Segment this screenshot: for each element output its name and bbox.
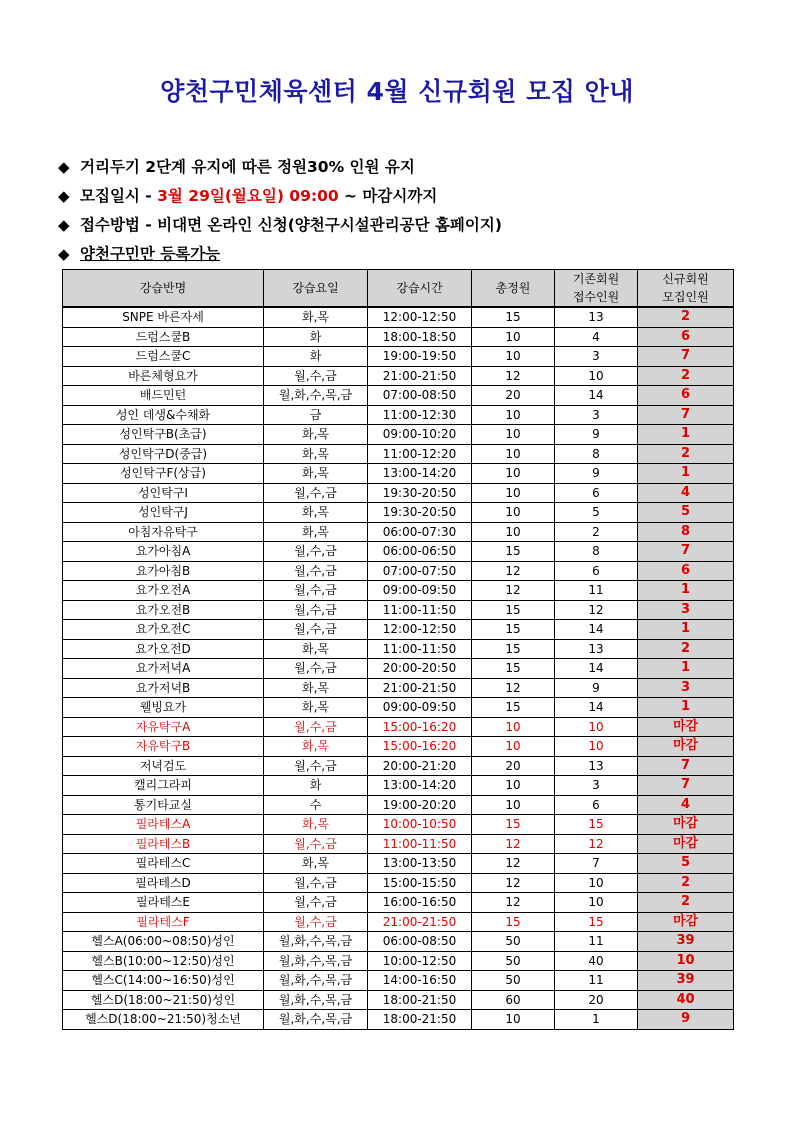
cell-recruit: 마감 — [638, 834, 734, 854]
cell-recruit: 1 — [638, 425, 734, 445]
cell-existing: 6 — [555, 483, 638, 503]
cell-days: 화,목 — [264, 425, 368, 445]
cell-class-name: 헬스D(18:00~21:50)성인 — [63, 990, 264, 1010]
notice-text: ~ 마감시까지 — [338, 187, 438, 205]
table-row — [63, 698, 734, 718]
cell-existing: 14 — [555, 386, 638, 406]
notice-text: 접수방법 - 비대면 온라인 신청(양천구시설관리공단 홈페이지) — [80, 216, 502, 234]
cell-days: 화 — [264, 776, 368, 796]
cell-class-name: 성인탁구I — [63, 483, 264, 503]
cell-time: 07:00-08:50 — [368, 386, 472, 406]
table-row — [63, 581, 734, 601]
diamond-bullet-icon: ◆ — [58, 216, 70, 234]
cell-days: 월,수,금 — [264, 834, 368, 854]
cell-recruit: 마감 — [638, 717, 734, 737]
cell-time: 11:00-12:20 — [368, 444, 472, 464]
cell-class-name: 요가오전B — [63, 600, 264, 620]
table-row — [63, 951, 734, 971]
cell-class-name: 요가오전D — [63, 639, 264, 659]
cell-recruit: 4 — [638, 795, 734, 815]
table-row — [63, 756, 734, 776]
cell-existing: 8 — [555, 542, 638, 562]
table-row — [63, 522, 734, 542]
table-row — [63, 600, 734, 620]
cell-class-name: 드럼스쿨B — [63, 327, 264, 347]
cell-class-name: 필라테스F — [63, 912, 264, 932]
cell-days: 화,목 — [264, 464, 368, 484]
cell-days: 월,수,금 — [264, 756, 368, 776]
cell-time: 20:00-21:20 — [368, 756, 472, 776]
cell-class-name: 배드민턴 — [63, 386, 264, 406]
cell-existing: 9 — [555, 678, 638, 698]
notice-item-method — [58, 211, 758, 240]
table-row — [63, 893, 734, 913]
cell-class-name: 성인탁구B(초급) — [63, 425, 264, 445]
cell-capacity: 15 — [472, 815, 555, 835]
cell-capacity: 60 — [472, 990, 555, 1010]
cell-existing: 15 — [555, 912, 638, 932]
cell-class-name: 요가오전C — [63, 620, 264, 640]
cell-capacity: 15 — [472, 912, 555, 932]
recruit-date-highlight: 3월 29일(월요일) 09:00 — [157, 187, 339, 205]
cell-time: 21:00-21:50 — [368, 912, 472, 932]
cell-existing: 5 — [555, 503, 638, 523]
table-row — [63, 542, 734, 562]
cell-capacity: 12 — [472, 581, 555, 601]
cell-days: 월,수,금 — [264, 893, 368, 913]
cell-time: 09:00-09:50 — [368, 698, 472, 718]
class-schedule-table — [62, 269, 734, 1030]
cell-existing: 3 — [555, 776, 638, 796]
table-row — [63, 737, 734, 757]
cell-class-name: 바른체형요가 — [63, 366, 264, 386]
cell-class-name: 드럼스쿨C — [63, 347, 264, 367]
table-row — [63, 873, 734, 893]
header-time: 강습시간 — [368, 270, 472, 308]
cell-recruit: 7 — [638, 347, 734, 367]
cell-recruit: 1 — [638, 464, 734, 484]
header-class-name: 강습반명 — [63, 270, 264, 308]
table-row — [63, 503, 734, 523]
cell-class-name: 자유탁구A — [63, 717, 264, 737]
cell-days: 월,수,금 — [264, 561, 368, 581]
cell-capacity: 10 — [472, 717, 555, 737]
cell-existing: 9 — [555, 425, 638, 445]
cell-existing: 1 — [555, 1010, 638, 1030]
header-line: 접수인원 — [572, 290, 620, 304]
cell-time: 19:30-20:50 — [368, 503, 472, 523]
cell-time: 19:00-19:50 — [368, 347, 472, 367]
cell-time: 12:00-12:50 — [368, 307, 472, 327]
cell-existing: 11 — [555, 581, 638, 601]
cell-class-name: 요가저녁B — [63, 678, 264, 698]
cell-existing: 12 — [555, 600, 638, 620]
cell-recruit: 9 — [638, 1010, 734, 1030]
cell-class-name: 통기타교실 — [63, 795, 264, 815]
cell-time: 13:00-14:20 — [368, 776, 472, 796]
cell-time: 21:00-21:50 — [368, 366, 472, 386]
table-row — [63, 678, 734, 698]
cell-time: 12:00-12:50 — [368, 620, 472, 640]
cell-existing: 3 — [555, 347, 638, 367]
cell-days: 화,목 — [264, 678, 368, 698]
cell-recruit: 마감 — [638, 912, 734, 932]
table-row — [63, 815, 734, 835]
cell-recruit: 5 — [638, 854, 734, 874]
cell-days: 월,수,금 — [264, 542, 368, 562]
cell-class-name: 필라테스E — [63, 893, 264, 913]
cell-recruit: 3 — [638, 600, 734, 620]
cell-days: 금 — [264, 405, 368, 425]
cell-class-name: 헬스C(14:00~16:50)성인 — [63, 971, 264, 991]
cell-capacity: 10 — [472, 444, 555, 464]
notice-list — [58, 153, 758, 269]
header-existing-members — [555, 270, 638, 308]
cell-existing: 13 — [555, 756, 638, 776]
notice-text: 거리두기 2단계 유지에 따른 정원30% 인원 유지 — [80, 158, 415, 176]
notice-text: 양천구민만 등록가능 — [80, 245, 221, 263]
cell-recruit: 5 — [638, 503, 734, 523]
cell-time: 09:00-09:50 — [368, 581, 472, 601]
cell-capacity: 12 — [472, 678, 555, 698]
notice-item-distancing — [58, 153, 758, 182]
cell-time: 15:00-16:20 — [368, 737, 472, 757]
cell-time: 19:00-20:20 — [368, 795, 472, 815]
notice-item-eligibility — [58, 240, 758, 269]
table-row — [63, 561, 734, 581]
diamond-bullet-icon: ◆ — [58, 158, 70, 176]
cell-time: 07:00-07:50 — [368, 561, 472, 581]
table-row — [63, 639, 734, 659]
cell-time: 21:00-21:50 — [368, 678, 472, 698]
cell-recruit: 2 — [638, 366, 734, 386]
header-new-recruits — [638, 270, 734, 308]
cell-time: 11:00-11:50 — [368, 600, 472, 620]
table-row — [63, 1010, 734, 1030]
cell-existing: 9 — [555, 464, 638, 484]
cell-days: 월,화,수,목,금 — [264, 1010, 368, 1030]
cell-existing: 12 — [555, 834, 638, 854]
diamond-bullet-icon: ◆ — [58, 187, 70, 205]
table-row — [63, 912, 734, 932]
cell-existing: 11 — [555, 971, 638, 991]
cell-days: 화,목 — [264, 522, 368, 542]
cell-class-name: 웰빙요가 — [63, 698, 264, 718]
cell-days: 화,목 — [264, 307, 368, 327]
cell-existing: 10 — [555, 737, 638, 757]
cell-days: 화 — [264, 347, 368, 367]
cell-days: 월,화,수,목,금 — [264, 386, 368, 406]
cell-existing: 4 — [555, 327, 638, 347]
cell-days: 화,목 — [264, 639, 368, 659]
cell-existing: 7 — [555, 854, 638, 874]
cell-capacity: 15 — [472, 542, 555, 562]
cell-time: 15:00-16:20 — [368, 717, 472, 737]
cell-time: 10:00-12:50 — [368, 951, 472, 971]
cell-capacity: 12 — [472, 854, 555, 874]
cell-capacity: 10 — [472, 483, 555, 503]
notice-text: 모집일시 - — [80, 187, 158, 205]
cell-recruit: 7 — [638, 405, 734, 425]
cell-recruit: 1 — [638, 659, 734, 679]
cell-recruit: 1 — [638, 620, 734, 640]
cell-capacity: 10 — [472, 327, 555, 347]
cell-class-name: 필라테스A — [63, 815, 264, 835]
cell-capacity: 20 — [472, 386, 555, 406]
cell-existing: 10 — [555, 366, 638, 386]
cell-recruit: 2 — [638, 893, 734, 913]
cell-class-name: 헬스B(10:00~12:50)성인 — [63, 951, 264, 971]
cell-capacity: 10 — [472, 795, 555, 815]
cell-recruit: 40 — [638, 990, 734, 1010]
cell-recruit: 2 — [638, 307, 734, 327]
cell-class-name: 아침자유탁구 — [63, 522, 264, 542]
cell-capacity: 10 — [472, 464, 555, 484]
cell-capacity: 50 — [472, 932, 555, 952]
cell-recruit: 마감 — [638, 815, 734, 835]
cell-days: 수 — [264, 795, 368, 815]
cell-capacity: 15 — [472, 600, 555, 620]
cell-recruit: 10 — [638, 951, 734, 971]
header-line: 기존회원 — [572, 272, 620, 286]
cell-capacity: 15 — [472, 698, 555, 718]
cell-capacity: 10 — [472, 1010, 555, 1030]
cell-class-name: 요가저녁A — [63, 659, 264, 679]
cell-time: 06:00-07:30 — [368, 522, 472, 542]
cell-time: 06:00-08:50 — [368, 932, 472, 952]
cell-days: 화,목 — [264, 503, 368, 523]
cell-days: 월,화,수,목,금 — [264, 951, 368, 971]
table-row — [63, 932, 734, 952]
table-row — [63, 366, 734, 386]
cell-time: 20:00-20:50 — [368, 659, 472, 679]
cell-class-name: 요가아침B — [63, 561, 264, 581]
cell-time: 13:00-13:50 — [368, 854, 472, 874]
table-row — [63, 405, 734, 425]
cell-class-name: 요가오전A — [63, 581, 264, 601]
cell-days: 월,화,수,목,금 — [264, 932, 368, 952]
cell-recruit: 1 — [638, 581, 734, 601]
table-row — [63, 307, 734, 327]
cell-recruit: 7 — [638, 542, 734, 562]
cell-recruit: 2 — [638, 444, 734, 464]
cell-capacity: 10 — [472, 776, 555, 796]
cell-days: 월,수,금 — [264, 659, 368, 679]
cell-time: 06:00-06:50 — [368, 542, 472, 562]
cell-recruit: 2 — [638, 873, 734, 893]
cell-time: 11:00-12:30 — [368, 405, 472, 425]
table-row — [63, 659, 734, 679]
cell-recruit: 6 — [638, 327, 734, 347]
table-row — [63, 347, 734, 367]
table-row — [63, 425, 734, 445]
table-row — [63, 990, 734, 1010]
cell-existing: 6 — [555, 561, 638, 581]
cell-capacity: 10 — [472, 737, 555, 757]
cell-capacity: 10 — [472, 522, 555, 542]
cell-recruit: 마감 — [638, 737, 734, 757]
cell-time: 11:00-11:50 — [368, 834, 472, 854]
cell-class-name: 저녁검도 — [63, 756, 264, 776]
cell-class-name: 필라테스C — [63, 854, 264, 874]
cell-existing: 14 — [555, 620, 638, 640]
cell-capacity: 50 — [472, 951, 555, 971]
header-line: 신규회원 — [662, 272, 709, 286]
cell-recruit: 6 — [638, 561, 734, 581]
cell-days: 월,화,수,목,금 — [264, 990, 368, 1010]
cell-class-name: 헬스A(06:00~08:50)성인 — [63, 932, 264, 952]
cell-class-name: 성인 데생&수채화 — [63, 405, 264, 425]
cell-days: 월,수,금 — [264, 717, 368, 737]
cell-time: 16:00-16:50 — [368, 893, 472, 913]
cell-capacity: 12 — [472, 873, 555, 893]
table-row — [63, 795, 734, 815]
header-days: 강습요일 — [264, 270, 368, 308]
page-title: 양천구민체육센터 4월 신규회원 모집 안내 — [160, 77, 634, 106]
cell-days: 화,목 — [264, 698, 368, 718]
cell-days: 월,수,금 — [264, 620, 368, 640]
cell-time: 13:00-14:20 — [368, 464, 472, 484]
cell-capacity: 10 — [472, 405, 555, 425]
table-row — [63, 717, 734, 737]
cell-capacity: 12 — [472, 366, 555, 386]
cell-time: 09:00-10:20 — [368, 425, 472, 445]
cell-days: 화,목 — [264, 854, 368, 874]
cell-capacity: 12 — [472, 561, 555, 581]
cell-days: 월,화,수,목,금 — [264, 971, 368, 991]
cell-days: 월,수,금 — [264, 873, 368, 893]
table-row — [63, 854, 734, 874]
cell-time: 15:00-15:50 — [368, 873, 472, 893]
notice-item-schedule — [58, 182, 758, 211]
table-row — [63, 834, 734, 854]
table-row — [63, 971, 734, 991]
cell-class-name: 자유탁구B — [63, 737, 264, 757]
cell-existing: 13 — [555, 307, 638, 327]
cell-days: 화 — [264, 327, 368, 347]
cell-capacity: 12 — [472, 893, 555, 913]
cell-time: 18:00-21:50 — [368, 1010, 472, 1030]
cell-class-name: 필라테스B — [63, 834, 264, 854]
cell-existing: 6 — [555, 795, 638, 815]
cell-existing: 13 — [555, 639, 638, 659]
cell-existing: 2 — [555, 522, 638, 542]
cell-existing: 8 — [555, 444, 638, 464]
cell-time: 18:00-21:50 — [368, 990, 472, 1010]
cell-existing: 15 — [555, 815, 638, 835]
cell-existing: 11 — [555, 932, 638, 952]
table-header-row — [63, 270, 734, 308]
cell-capacity: 20 — [472, 756, 555, 776]
cell-recruit: 3 — [638, 678, 734, 698]
cell-capacity: 50 — [472, 971, 555, 991]
table-row — [63, 620, 734, 640]
cell-existing: 14 — [555, 698, 638, 718]
cell-class-name: SNPE 바른자세 — [63, 307, 264, 327]
cell-existing: 10 — [555, 873, 638, 893]
cell-days: 월,수,금 — [264, 366, 368, 386]
cell-existing: 10 — [555, 893, 638, 913]
table-row — [63, 386, 734, 406]
cell-class-name: 필라테스D — [63, 873, 264, 893]
cell-existing: 20 — [555, 990, 638, 1010]
cell-days: 화,목 — [264, 737, 368, 757]
cell-recruit: 2 — [638, 639, 734, 659]
cell-capacity: 15 — [472, 639, 555, 659]
header-line: 모집인원 — [662, 290, 709, 304]
cell-class-name: 성인탁구F(상급) — [63, 464, 264, 484]
cell-capacity: 10 — [472, 503, 555, 523]
cell-recruit: 39 — [638, 971, 734, 991]
cell-capacity: 10 — [472, 425, 555, 445]
cell-recruit: 7 — [638, 756, 734, 776]
cell-days: 화,목 — [264, 444, 368, 464]
table-row — [63, 464, 734, 484]
cell-recruit: 8 — [638, 522, 734, 542]
cell-capacity: 12 — [472, 834, 555, 854]
cell-time: 10:00-10:50 — [368, 815, 472, 835]
cell-existing: 3 — [555, 405, 638, 425]
cell-recruit: 1 — [638, 698, 734, 718]
table-row — [63, 483, 734, 503]
cell-capacity: 15 — [472, 620, 555, 640]
header-capacity: 총정원 — [472, 270, 555, 308]
cell-existing: 10 — [555, 717, 638, 737]
table-row — [63, 327, 734, 347]
cell-days: 월,수,금 — [264, 581, 368, 601]
cell-class-name: 요가아침A — [63, 542, 264, 562]
cell-recruit: 39 — [638, 932, 734, 952]
cell-capacity: 15 — [472, 659, 555, 679]
cell-time: 19:30-20:50 — [368, 483, 472, 503]
diamond-bullet-icon: ◆ — [58, 245, 70, 263]
cell-class-name: 헬스D(18:00~21:50)청소년 — [63, 1010, 264, 1030]
cell-time: 11:00-11:50 — [368, 639, 472, 659]
cell-class-name: 성인탁구J — [63, 503, 264, 523]
cell-class-name: 성인탁구D(중급) — [63, 444, 264, 464]
cell-days: 월,수,금 — [264, 600, 368, 620]
cell-capacity: 10 — [472, 347, 555, 367]
cell-time: 18:00-18:50 — [368, 327, 472, 347]
cell-existing: 14 — [555, 659, 638, 679]
cell-days: 월,수,금 — [264, 912, 368, 932]
cell-recruit: 7 — [638, 776, 734, 796]
cell-days: 화,목 — [264, 815, 368, 835]
cell-class-name: 캘리그라피 — [63, 776, 264, 796]
cell-capacity: 15 — [472, 307, 555, 327]
table-body — [63, 307, 734, 1029]
cell-days: 월,수,금 — [264, 483, 368, 503]
table-row — [63, 776, 734, 796]
cell-recruit: 6 — [638, 386, 734, 406]
table-row — [63, 444, 734, 464]
cell-existing: 40 — [555, 951, 638, 971]
cell-time: 14:00-16:50 — [368, 971, 472, 991]
cell-recruit: 4 — [638, 483, 734, 503]
